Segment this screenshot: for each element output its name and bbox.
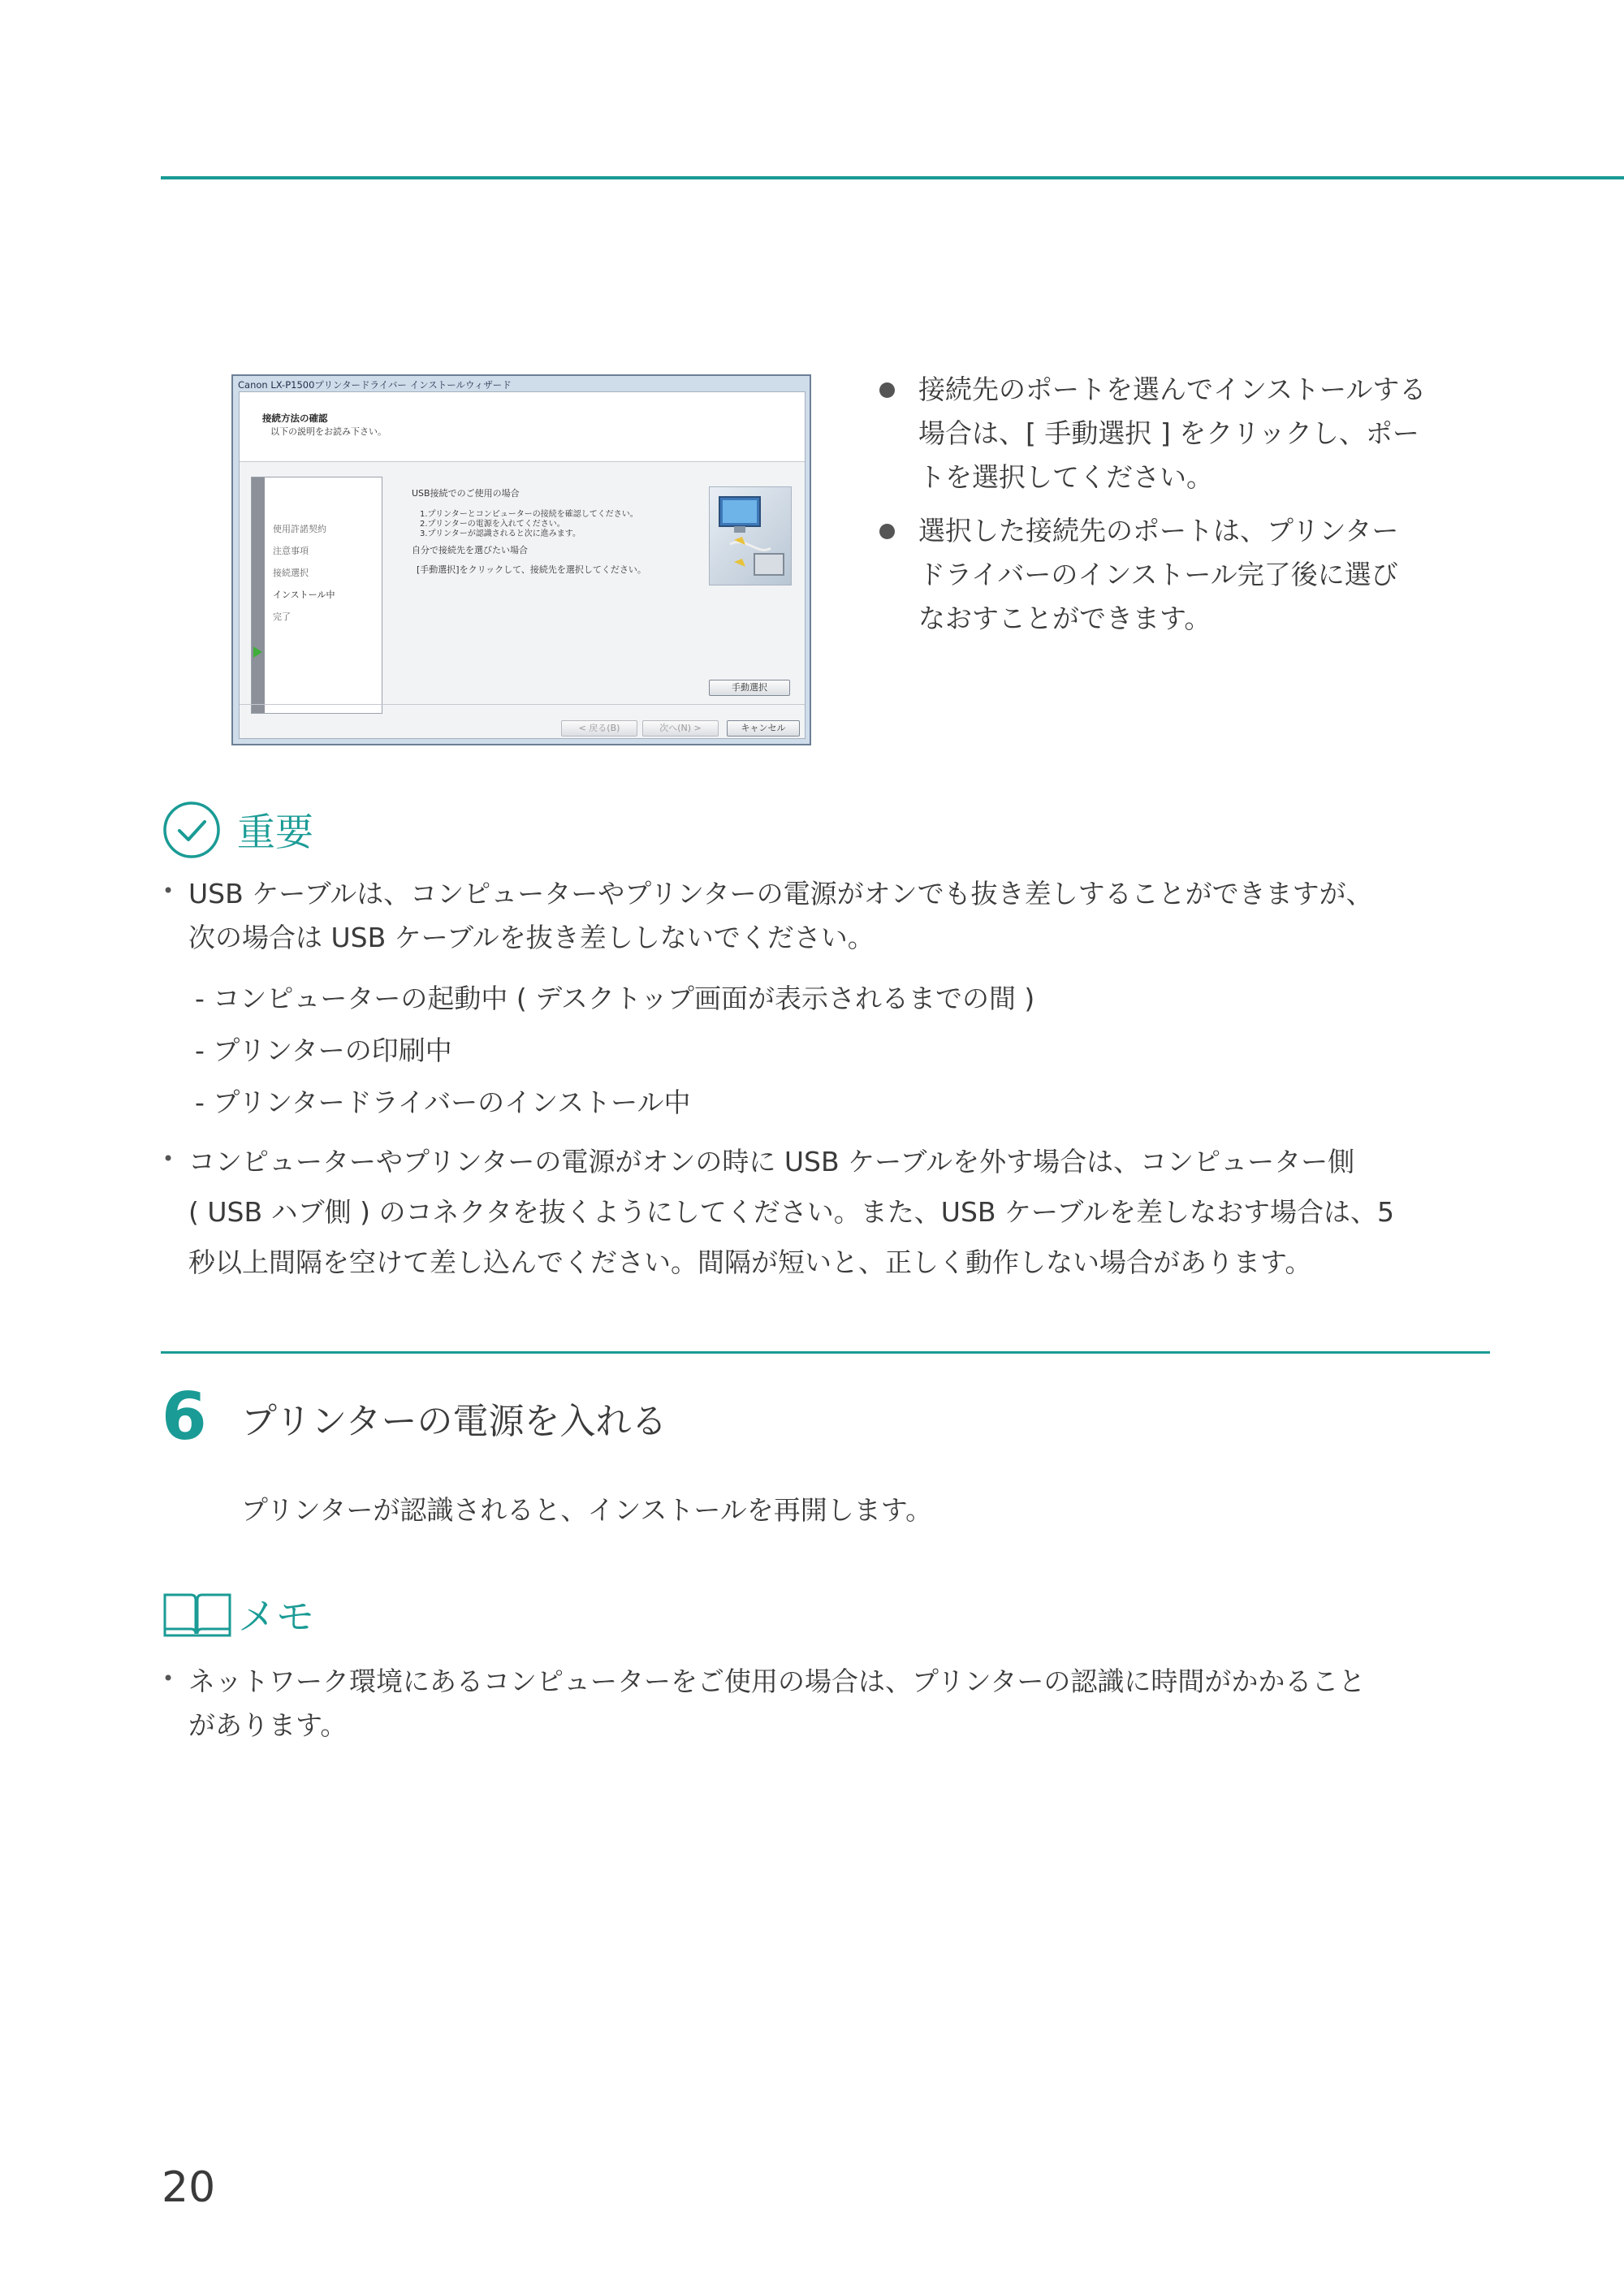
important-bullet-line: USB ケーブルは、コンピューターやプリンターの電源がオンでも抜き差しすることができますが、 <box>188 878 1373 909</box>
active-step-arrow-icon <box>253 646 262 658</box>
bullet-dot-icon <box>879 524 895 539</box>
dialog-header-title: 接続方法の確認 <box>262 413 328 424</box>
book-icon <box>162 1588 233 1639</box>
manual-select-button[interactable]: 手動選択 <box>709 680 790 696</box>
installer-dialog-screenshot <box>231 374 811 745</box>
step-list-bar <box>252 477 265 713</box>
step-number: 6 <box>162 1379 207 1454</box>
dialog-window-title: Canon LX-P1500プリンタードライバー インストールウィザード <box>238 379 512 391</box>
important-bullet-line: コンピューターやプリンターの電源がオンの時に USB ケーブルを外す場合は、コンピューター側 <box>188 1146 1355 1177</box>
important-bullet-line: 次の場合は USB ケーブルを抜き差ししないでください。 <box>188 922 875 953</box>
important-sub-item: - コンピューターの起動中 ( デスクトップ画面が表示されるまでの間 ) <box>195 983 1035 1014</box>
dialog-header-subtitle: 以下の説明をお読み下さい。 <box>270 426 387 437</box>
bullet-dot-icon: • <box>162 1667 175 1690</box>
cancel-button[interactable]: キャンセル <box>727 720 800 737</box>
active-step-highlight <box>266 646 380 659</box>
check-circle-icon <box>162 800 222 860</box>
side-bullet-line: ドライバーのインストール完了後に選び <box>918 559 1398 590</box>
dialog-footer-divider <box>240 704 805 705</box>
step-title: プリンターの電源を入れる <box>241 1401 667 1442</box>
important-bullet-line: 秒以上間隔を空けて差し込んでください。間隔が短いと、正しく動作しない場合があります。 <box>188 1246 1312 1278</box>
step-item: 使用許諾契約 <box>273 524 326 534</box>
memo-bullet-line: があります。 <box>188 1709 348 1741</box>
important-sub-item: - プリンタードライバーのインストール中 <box>195 1087 691 1118</box>
dialog-body-line: 3.プリンターが認識されると次に進みます。 <box>420 529 581 538</box>
important-sub-item: - プリンターの印刷中 <box>195 1035 452 1066</box>
section-rule <box>161 1351 1490 1354</box>
important-heading: 重要 <box>237 810 313 855</box>
step-item: 注意事項 <box>273 546 309 556</box>
dialog-body-line: 自分で接続先を選びたい場合 <box>412 545 528 555</box>
dialog-body-line: 1.プリンターとコンピューターの接続を確認してください。 <box>420 510 638 519</box>
bullet-dot-icon <box>879 382 895 398</box>
usb-connection-illustration <box>709 486 792 585</box>
dialog-body-line: USB接続でのご使用の場合 <box>412 488 520 499</box>
step-item: 接続選択 <box>273 568 309 578</box>
page-number: 20 <box>162 2163 216 2212</box>
step-item-active: インストール中 <box>273 590 335 600</box>
dialog-header <box>240 392 805 462</box>
next-button[interactable]: 次へ(N) > <box>642 720 719 737</box>
top-rule <box>161 176 1624 179</box>
bullet-dot-icon: • <box>162 879 175 902</box>
step-body: プリンターが認識されると、インストールを再開します。 <box>241 1494 933 1526</box>
memo-bullet-line: ネットワーク環境にあるコンピューターをご使用の場合は、プリンターの認識に時間がかかること <box>188 1665 1366 1697</box>
memo-heading: メモ <box>238 1595 314 1639</box>
side-bullet-line: なおすことができます。 <box>918 603 1212 634</box>
side-bullet-line: 場合は、[ 手動選択 ] をクリックし、ポー <box>918 417 1419 449</box>
side-bullet-line: トを選択してください。 <box>918 461 1213 493</box>
dialog-step-list <box>251 477 382 714</box>
back-button[interactable]: < 戻る(B) <box>561 720 637 737</box>
side-bullet-line: 選択した接続先のポートは、プリンター <box>918 515 1399 546</box>
dialog-body-line: [手動選択]をクリックして、接続先を選択してください。 <box>417 564 646 575</box>
dialog-body-line: 2.プリンターの電源を入れてください。 <box>420 520 565 529</box>
step-item: 完了 <box>273 611 291 622</box>
computer-printer-icon <box>710 487 791 585</box>
bullet-dot-icon: • <box>162 1147 175 1170</box>
important-bullet-line: ( USB ハブ側 ) のコネクタを抜くようにしてください。また、USB ケーブルを差しなおす場合は、5 <box>188 1196 1395 1228</box>
side-bullet-line: 接続先のポートを選んでインストールする <box>918 374 1427 405</box>
dialog-body <box>239 391 806 739</box>
